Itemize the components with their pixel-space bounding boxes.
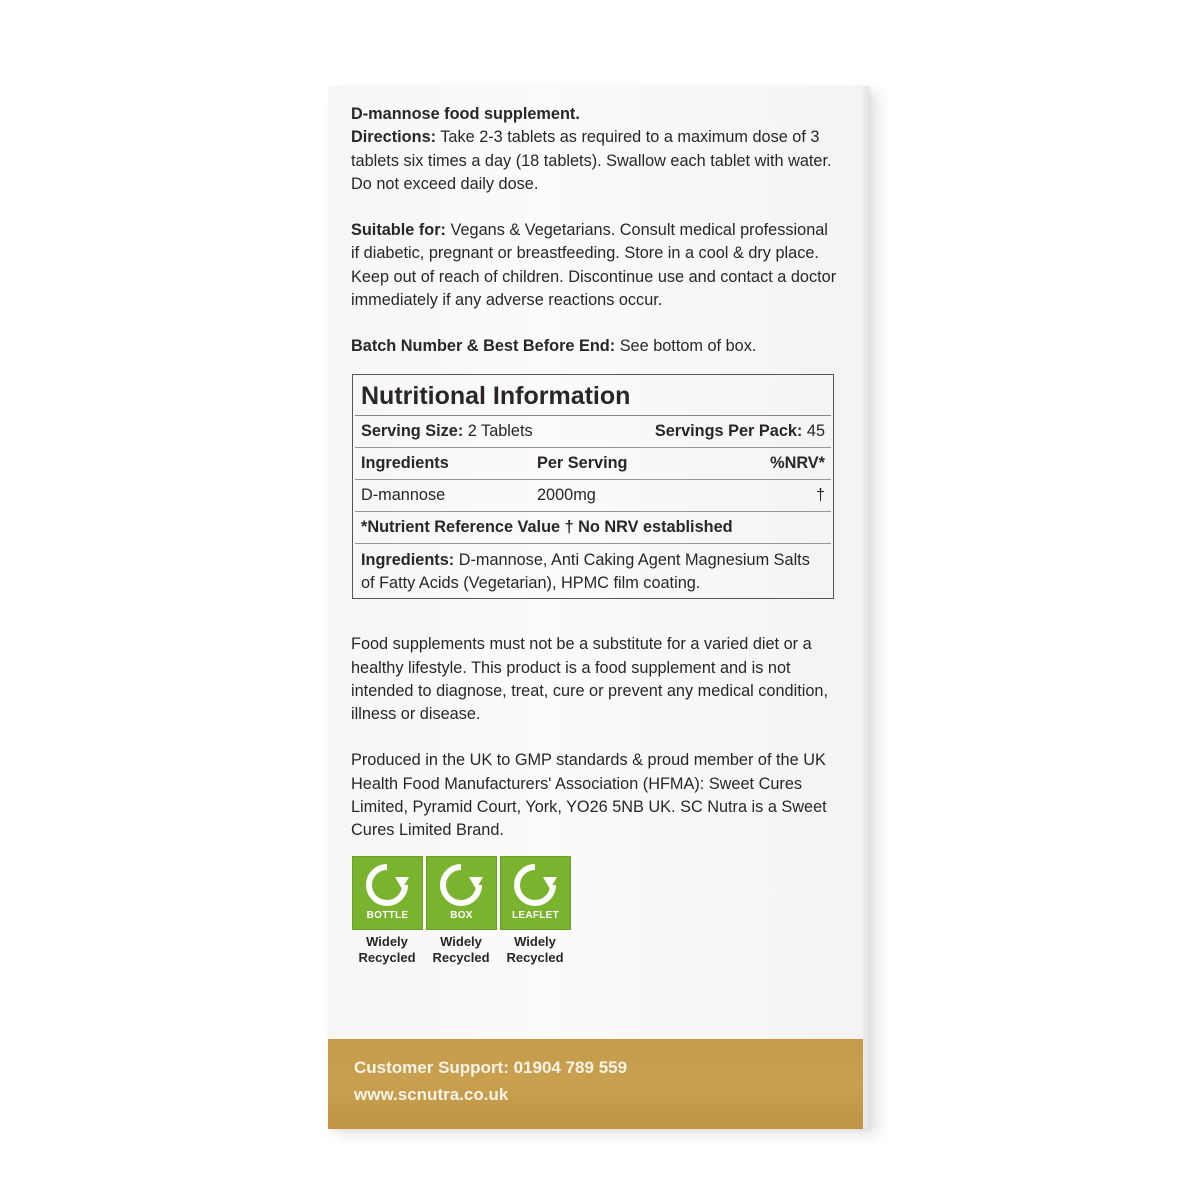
header-ingredients: Ingredients xyxy=(361,453,449,472)
batch-label: Batch Number & Best Before End: xyxy=(351,337,616,356)
servings-per-pack-value: 45 xyxy=(802,421,825,440)
recycle-label: BOX xyxy=(450,909,473,921)
suitable-label: Suitable for: xyxy=(351,221,446,240)
recycle-text-line1: Widely xyxy=(366,934,408,949)
suitable-text: Vegans & Vegetarians. Consult medical professional if diabetic, pregnant or breastfeeding. Store in a cool & dry place. Keep out of reach of children. Discontinue use and contact a doctor immediately if any adverse reactions occur. xyxy=(351,221,837,310)
disclaimer-paragraph: Food supplements must not be a substitute for a varied diet or a healthy lifestyle. This product is a food supplement and is not intended to diagnose, treat, cure or prevent any medical condition, illness or disease. xyxy=(351,635,828,724)
recycling-badges xyxy=(352,856,570,966)
ingredients-text: D-mannose, Anti Caking Agent Magnesium Salts of Fatty Acids (Vegetarian), HPMC film coating. xyxy=(361,550,810,592)
directions-label: Directions: xyxy=(351,128,437,147)
recycle-text-line1: Widely xyxy=(514,934,556,949)
nrv-footnote: *Nutrient Reference Value † No NRV established xyxy=(355,512,831,544)
product-box-back-panel xyxy=(328,86,869,1129)
recycle-badge-leaflet xyxy=(500,856,570,966)
serving-size xyxy=(361,420,533,443)
recycle-text-line2: Recycled xyxy=(358,950,416,965)
recycle-badge-box xyxy=(426,856,496,966)
header-per-serving: Per Serving xyxy=(537,453,628,472)
recycle-badge-bottle xyxy=(352,856,422,966)
nutrition-table xyxy=(352,374,834,600)
servings-per-pack-label: Servings Per Pack: xyxy=(654,421,803,440)
header-nrv: %NRV* xyxy=(770,453,825,472)
row-nrv: † xyxy=(815,485,825,504)
servings-per-pack xyxy=(655,420,825,443)
suitable-paragraph xyxy=(351,219,837,312)
row-ingredient-name: D-mannose xyxy=(361,485,446,504)
recycle-text-line2: Recycled xyxy=(432,950,490,965)
label-content xyxy=(351,103,837,965)
table-row xyxy=(355,480,831,512)
ingredients-label: Ingredients: xyxy=(361,550,455,569)
recycle-text-line2: Recycled xyxy=(506,950,564,965)
nutrition-title: Nutritional Information xyxy=(355,375,831,416)
ingredients-list xyxy=(353,544,833,596)
serving-row xyxy=(355,416,831,448)
row-amount: 2000mg xyxy=(537,485,596,504)
customer-support-text: Customer Support: 01904 789 559 xyxy=(354,1058,628,1077)
box-side-edge xyxy=(863,86,869,1129)
producer-paragraph: Produced in the UK to GMP standards & proud member of the UK Health Food Manufacturers' Association (HFMA): Sweet Cures Limited, Pyramid Court, York, YO26 5NB UK. SC Nutra is a Sweet Cures Limited Brand. xyxy=(351,751,827,840)
recycle-label: LEAFLET xyxy=(511,909,560,921)
website-text: www.scnutra.co.uk xyxy=(354,1085,509,1104)
customer-support-footer xyxy=(328,1039,863,1129)
product-title: D-mannose food supplement. xyxy=(351,105,580,123)
serving-size-label: Serving Size: xyxy=(361,421,464,440)
recycle-label: BOTTLE xyxy=(366,909,409,921)
table-header-row xyxy=(355,448,831,480)
batch-paragraph xyxy=(351,335,837,358)
batch-text: See bottom of box. xyxy=(615,337,757,356)
intro-paragraph xyxy=(351,103,837,196)
directions-text: Take 2-3 tablets as required to a maximum dose of 3 tablets six times a day (18 tablets). Swallow each tablet with water. Do not exceed daily dose. xyxy=(351,128,832,193)
recycle-text-line1: Widely xyxy=(440,934,482,949)
serving-size-value: 2 Tablets xyxy=(463,421,533,440)
